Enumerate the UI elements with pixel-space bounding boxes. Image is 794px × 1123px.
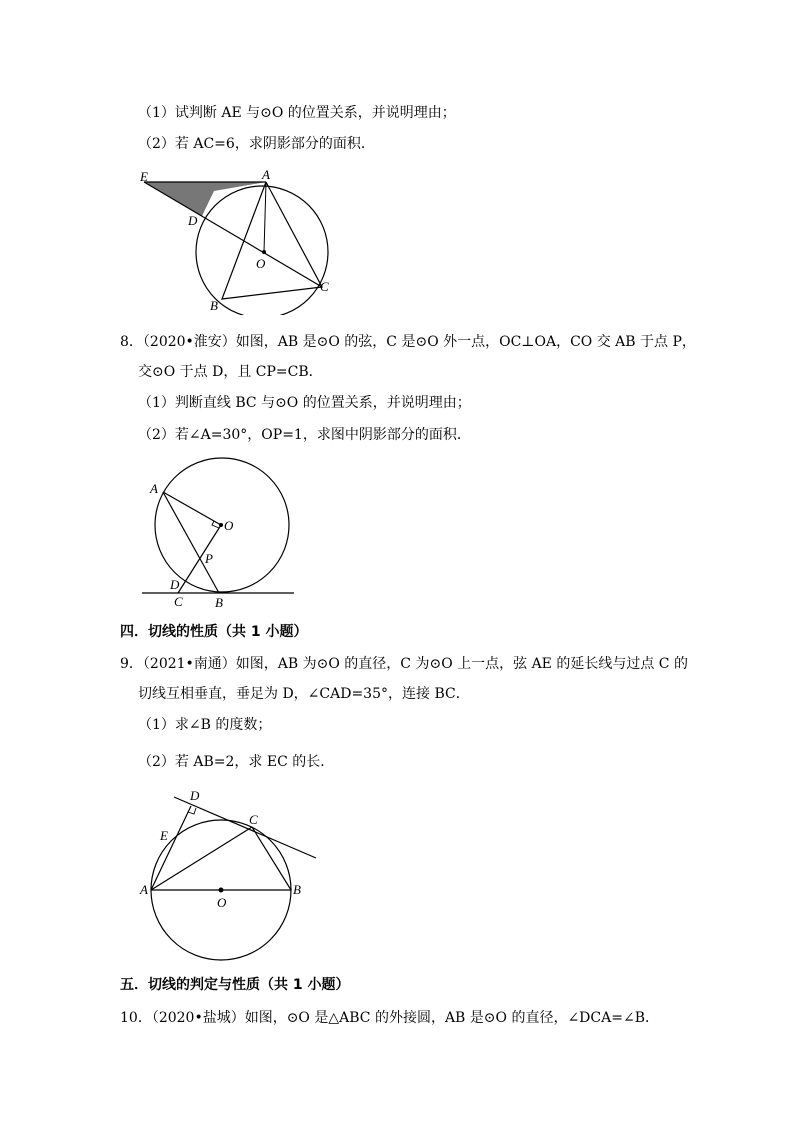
label-b: B (293, 882, 301, 897)
q8-part2: （2）若∠A=30°，OP=1，求图中阴影部分的面积． (138, 427, 471, 443)
figure-q7 (130, 165, 350, 315)
label-a: A (262, 167, 270, 182)
q9-part2: （2）若 AB=2，求 EC 的长． (138, 754, 335, 770)
label-c: C (249, 812, 258, 827)
segment-bc (252, 827, 291, 890)
q9-stem-line1: 9．（2021•南通）如图，AB 为⊙O 的直径，C 为⊙O 上一点，弦 AE 的延长线与过点 C 的 (120, 656, 688, 672)
label-e: E (160, 828, 168, 843)
q9-part1: （1）求∠B 的度数； (138, 717, 272, 733)
q9-stem-line2: 切线互相垂直，垂足为 D，∠CAD=35°，连接 BC． (138, 686, 470, 702)
tangent-line (174, 797, 316, 858)
q7-part1: （1）试判断 AE 与⊙O 的位置关系，并说明理由； (138, 105, 456, 121)
label-o: O (217, 895, 227, 910)
label-b: B (210, 298, 218, 313)
label-o: O (224, 518, 234, 533)
segment-oc (178, 525, 221, 593)
label-a: A (140, 882, 148, 897)
q7-part2: （2）若 AC=6，求阴影部分的面积． (138, 136, 375, 152)
triangle-abc (222, 182, 322, 299)
center-dot (219, 888, 224, 893)
label-a: A (150, 481, 158, 496)
figure-q9 (138, 786, 323, 964)
label-p: P (205, 551, 213, 566)
label-d: D (190, 788, 200, 803)
label-b: B (215, 595, 223, 610)
center-dot (219, 523, 223, 527)
label-c: C (320, 279, 329, 294)
circle-o (196, 186, 328, 315)
center-dot (262, 250, 266, 254)
label-d: D (188, 213, 198, 228)
label-o: O (256, 256, 266, 271)
label-d: D (170, 577, 180, 592)
segment-ao (264, 182, 266, 252)
q8-stem-line1: 8．（2020•淮安）如图，AB 是⊙O 的弦，C 是⊙O 外一点，OC⊥OA，CO 交 AB 于点 P， (120, 334, 696, 350)
q8-part1: （1）判断直线 BC 与⊙O 的位置关系，并说明理由； (138, 395, 471, 411)
label-e: E (140, 169, 148, 184)
label-c: C (174, 594, 183, 609)
q8-stem-line2: 交⊙O 于点 D，且 CP=CB． (138, 364, 323, 380)
section-5-heading: 五．切线的判定与性质（共 1 小题） (120, 977, 350, 993)
figure-q8 (140, 455, 300, 615)
section-4-heading: 四．切线的性质（共 1 小题） (120, 624, 308, 640)
q10-stem: 10．（2020•盐城）如图，⊙O 是△ABC 的外接圆，AB 是⊙O 的直径，∠DCA=∠B． (120, 1010, 659, 1026)
